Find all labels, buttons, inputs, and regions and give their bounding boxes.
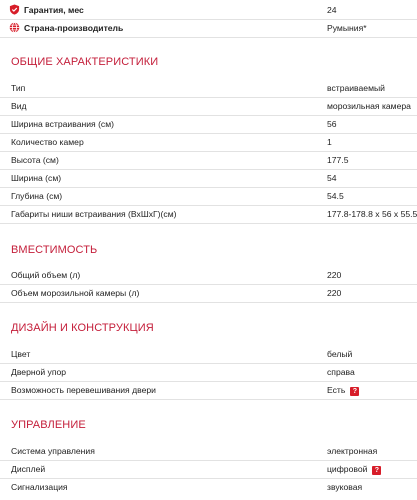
spec-value: 54 — [327, 173, 337, 183]
spec-value: 220 — [327, 288, 342, 298]
section-title-general: ОБЩИЕ ХАРАКТЕРИСТИКИ — [11, 56, 159, 68]
spec-label: Габариты ниши встраивания (ВхШхГ)(см) — [11, 209, 177, 219]
spec-row — [0, 152, 417, 170]
spec-value: 177.5 — [327, 155, 349, 165]
spec-value: Есть — [327, 385, 346, 395]
spec-value: 24 — [327, 5, 337, 15]
spec-row-country — [0, 20, 417, 38]
spec-label: Ширина (см) — [11, 173, 62, 183]
spec-value: 177.8-178.8 x 56 x 55.5 — [327, 209, 417, 219]
shield-check-icon — [9, 4, 20, 15]
spec-value: справа — [327, 367, 355, 377]
spec-label: Вид — [11, 101, 27, 111]
spec-value-with-help — [327, 464, 381, 475]
divider — [0, 223, 417, 224]
spec-row — [0, 461, 417, 479]
spec-row — [0, 98, 417, 116]
spec-row — [0, 188, 417, 206]
spec-row — [0, 267, 417, 285]
spec-label: Возможность перевешивания двери — [11, 385, 156, 395]
spec-label: Система управления — [11, 446, 95, 456]
spec-label: Объем морозильной камеры (л) — [11, 288, 140, 298]
spec-value: морозильная камера — [327, 101, 411, 111]
spec-row — [0, 382, 417, 400]
spec-label: Гарантия, мес — [24, 5, 84, 15]
help-icon[interactable]: ? — [372, 466, 381, 475]
section-title-capacity: ВМЕСТИМОСТЬ — [11, 244, 98, 256]
spec-label: Дисплей — [11, 464, 46, 474]
spec-value: цифровой — [327, 464, 368, 474]
spec-label: Количество камер — [11, 137, 84, 147]
spec-label: Сигнализация — [11, 482, 68, 492]
spec-label: Глубина (см) — [11, 191, 63, 201]
spec-row — [0, 346, 417, 364]
spec-row — [0, 285, 417, 303]
spec-label: Дверной упор — [11, 367, 67, 377]
spec-value: звуковая — [327, 482, 363, 492]
spec-label: Тип — [11, 83, 26, 93]
spec-value: электронная — [327, 446, 378, 456]
spec-label: Страна-производитель — [24, 23, 124, 33]
divider — [0, 37, 417, 38]
spec-row — [0, 443, 417, 461]
divider — [0, 302, 417, 303]
section-title-design: ДИЗАЙН И КОНСТРУКЦИЯ — [11, 322, 154, 334]
spec-value: 220 — [327, 270, 342, 280]
spec-label: Ширина встраивания (см) — [11, 119, 114, 129]
spec-row — [0, 80, 417, 98]
section-title-control: УПРАВЛЕНИЕ — [11, 419, 86, 431]
spec-value: встраиваемый — [327, 83, 385, 93]
globe-icon — [9, 22, 20, 33]
spec-row — [0, 206, 417, 224]
spec-label: Цвет — [11, 349, 31, 359]
spec-row-warranty — [0, 2, 417, 20]
spec-row — [0, 479, 417, 497]
spec-label: Общий объем (л) — [11, 270, 81, 280]
spec-row — [0, 170, 417, 188]
spec-row — [0, 134, 417, 152]
spec-row — [0, 116, 417, 134]
spec-value: белый — [327, 349, 353, 359]
spec-value: 54.5 — [327, 191, 344, 201]
help-icon[interactable]: ? — [350, 387, 359, 396]
spec-value: 56 — [327, 119, 337, 129]
spec-value-with-help — [327, 385, 359, 396]
spec-label: Высота (см) — [11, 155, 59, 165]
spec-value: Румыния* — [327, 23, 367, 33]
spec-value: 1 — [327, 137, 332, 147]
spec-row — [0, 364, 417, 382]
divider — [0, 399, 417, 400]
